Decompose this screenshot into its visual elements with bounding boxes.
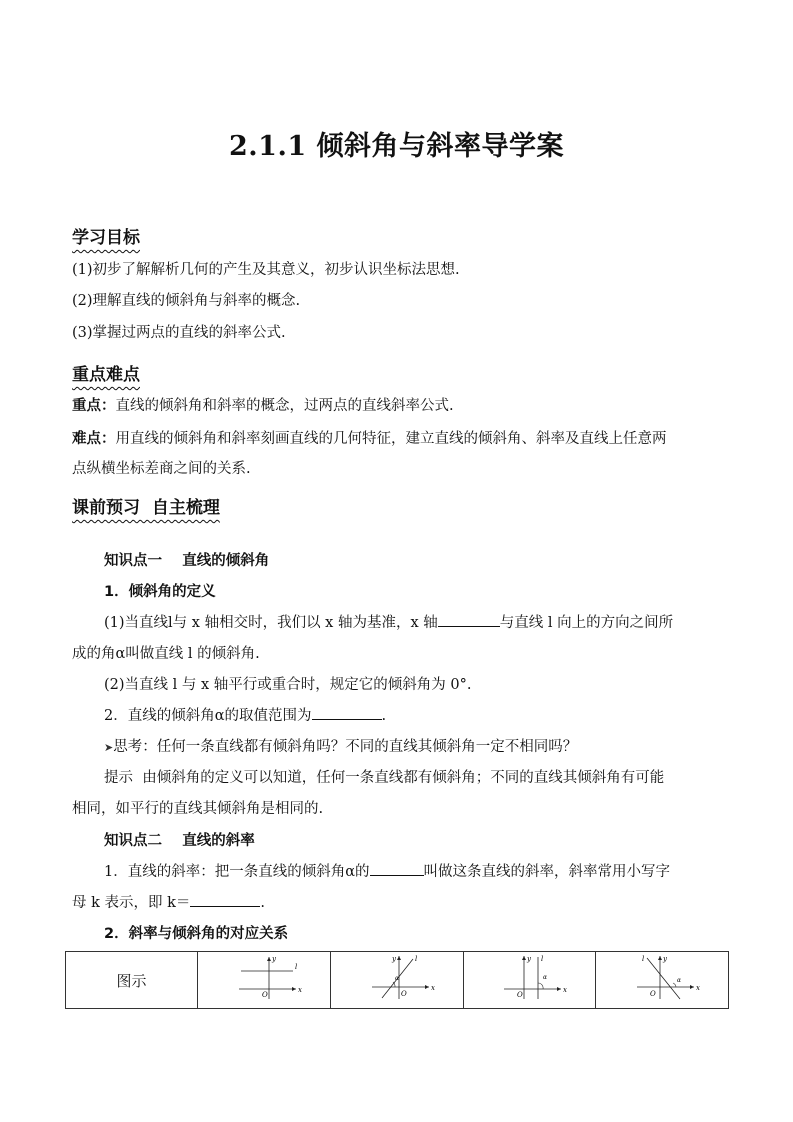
kp2-slope-c: 母 k 表示，即 k＝ <box>72 895 191 911</box>
svg-text:O: O <box>517 991 524 999</box>
fill-blank-3[interactable] <box>370 861 424 876</box>
difficulty-text-2: 点纵横坐标差商之间的关系. <box>72 461 251 477</box>
kp1-think <box>104 735 577 756</box>
svg-text:l: l <box>642 955 645 963</box>
goal-item-2: (2)理解直线的倾斜角与斜率的概念. <box>72 293 301 309</box>
key-label: 重点： <box>72 398 116 414</box>
goal-item-1: (1)初步了解解析几何的产生及其意义，初步认识坐标法思想. <box>72 262 460 278</box>
svg-text:l: l <box>541 955 544 963</box>
svg-text:x: x <box>696 984 701 992</box>
section-key-heading: 重点难点 <box>72 365 140 385</box>
table-row <box>66 952 729 1009</box>
kp1-range-a: 2．直线的倾斜角α的取值范围为 <box>104 708 312 724</box>
svg-text:O: O <box>400 990 407 998</box>
svg-text:x: x <box>297 986 302 994</box>
fill-blank-1[interactable] <box>438 612 500 627</box>
diagram-negative-slope-line <box>602 953 722 1003</box>
diagram-horizontal-line <box>204 953 324 1003</box>
kp2-slope-d: . <box>260 895 266 911</box>
diagram-cell-horizontal <box>198 952 331 1009</box>
diagram-cell-obtuse <box>596 952 729 1009</box>
table-row-label: 图示 <box>66 952 198 1009</box>
svg-text:x: x <box>563 986 568 994</box>
kp1-sub1: 1．倾斜角的定义 <box>104 584 216 600</box>
svg-text:O: O <box>650 990 656 998</box>
kp2-slope-line2 <box>72 891 265 912</box>
fill-blank-4[interactable] <box>190 892 260 907</box>
kp2-slope-b: 叫做这条直线的斜率，斜率常用小写字 <box>423 864 671 880</box>
section-goals-heading: 学习目标 <box>72 228 140 248</box>
svg-text:O: O <box>261 991 268 999</box>
svg-text:y: y <box>391 955 396 963</box>
svg-text:l: l <box>294 963 298 971</box>
kp1-para2: (2)当直线 l 与 x 轴平行或重合时，规定它的倾斜角为 0°. <box>104 677 472 693</box>
page-title: 2.1.1 倾斜角与斜率导学案 <box>228 131 565 162</box>
kp1-para1-line2: 成的角α叫做直线 l 的倾斜角. <box>72 646 260 662</box>
svg-text:y: y <box>663 955 668 963</box>
svg-text:α: α <box>677 977 682 984</box>
svg-text:y: y <box>271 955 276 963</box>
kp2-slope-line1 <box>104 860 670 881</box>
diagram-cell-vertical <box>463 952 596 1009</box>
diagram-positive-slope-line <box>337 953 457 1003</box>
svg-text:α: α <box>543 974 548 981</box>
slope-angle-table <box>65 951 729 1009</box>
difficulty-point <box>72 427 667 448</box>
key-point <box>72 394 454 415</box>
kp2-sub2: 2．斜率与倾斜角的对应关系 <box>104 926 289 942</box>
svg-text:l: l <box>414 955 417 963</box>
section-preview-heading: 课前预习 自主梳理 <box>72 498 220 518</box>
svg-text:y: y <box>527 955 532 963</box>
svg-text:x: x <box>430 984 435 992</box>
kp1-p1-a: (1)当直线l与 x 轴相交时，我们以 x 轴为基准，x 轴 <box>104 615 438 631</box>
fill-blank-2[interactable] <box>312 705 382 720</box>
kp1-p1-b: 与直线 l 向上的方向之间所 <box>499 615 674 631</box>
kp1-range <box>104 704 386 725</box>
kp1-para1-line1 <box>104 611 673 632</box>
kp1-range-b: . <box>381 708 387 724</box>
kp1-think-text: 思考：任何一条直线都有倾斜角吗？不同的直线其倾斜角一定不相同吗？ <box>113 739 578 755</box>
goal-item-3: (3)掌握过两点的直线的斜率公式. <box>72 325 286 341</box>
key-text: 直线的倾斜角和斜率的概念，过两点的直线斜率公式. <box>115 398 454 414</box>
difficulty-label: 难点： <box>72 431 116 447</box>
svg-text:α: α <box>394 975 399 982</box>
diagram-vertical-line <box>469 953 589 1003</box>
diagram-cell-acute <box>330 952 463 1009</box>
kp1-hint-line2: 相同，如平行的直线其倾斜角是相同的. <box>72 801 324 817</box>
kp2-slope-a: 1．直线的斜率：把一条直线的倾斜角α的 <box>104 864 370 880</box>
kp1-hint-line1: 提示 由倾斜角的定义可以知道，任何一条直线都有倾斜角；不同的直线其倾斜角有可能 <box>104 770 665 786</box>
kp1-heading: 知识点一 直线的倾斜角 <box>104 553 270 569</box>
difficulty-text-1: 用直线的倾斜角和斜率刻画直线的几何特征，建立直线的倾斜角、斜率及直线上任意两 <box>115 431 667 447</box>
kp2-heading: 知识点二 直线的斜率 <box>104 833 255 849</box>
arrow-icon: ➤ <box>104 741 114 754</box>
